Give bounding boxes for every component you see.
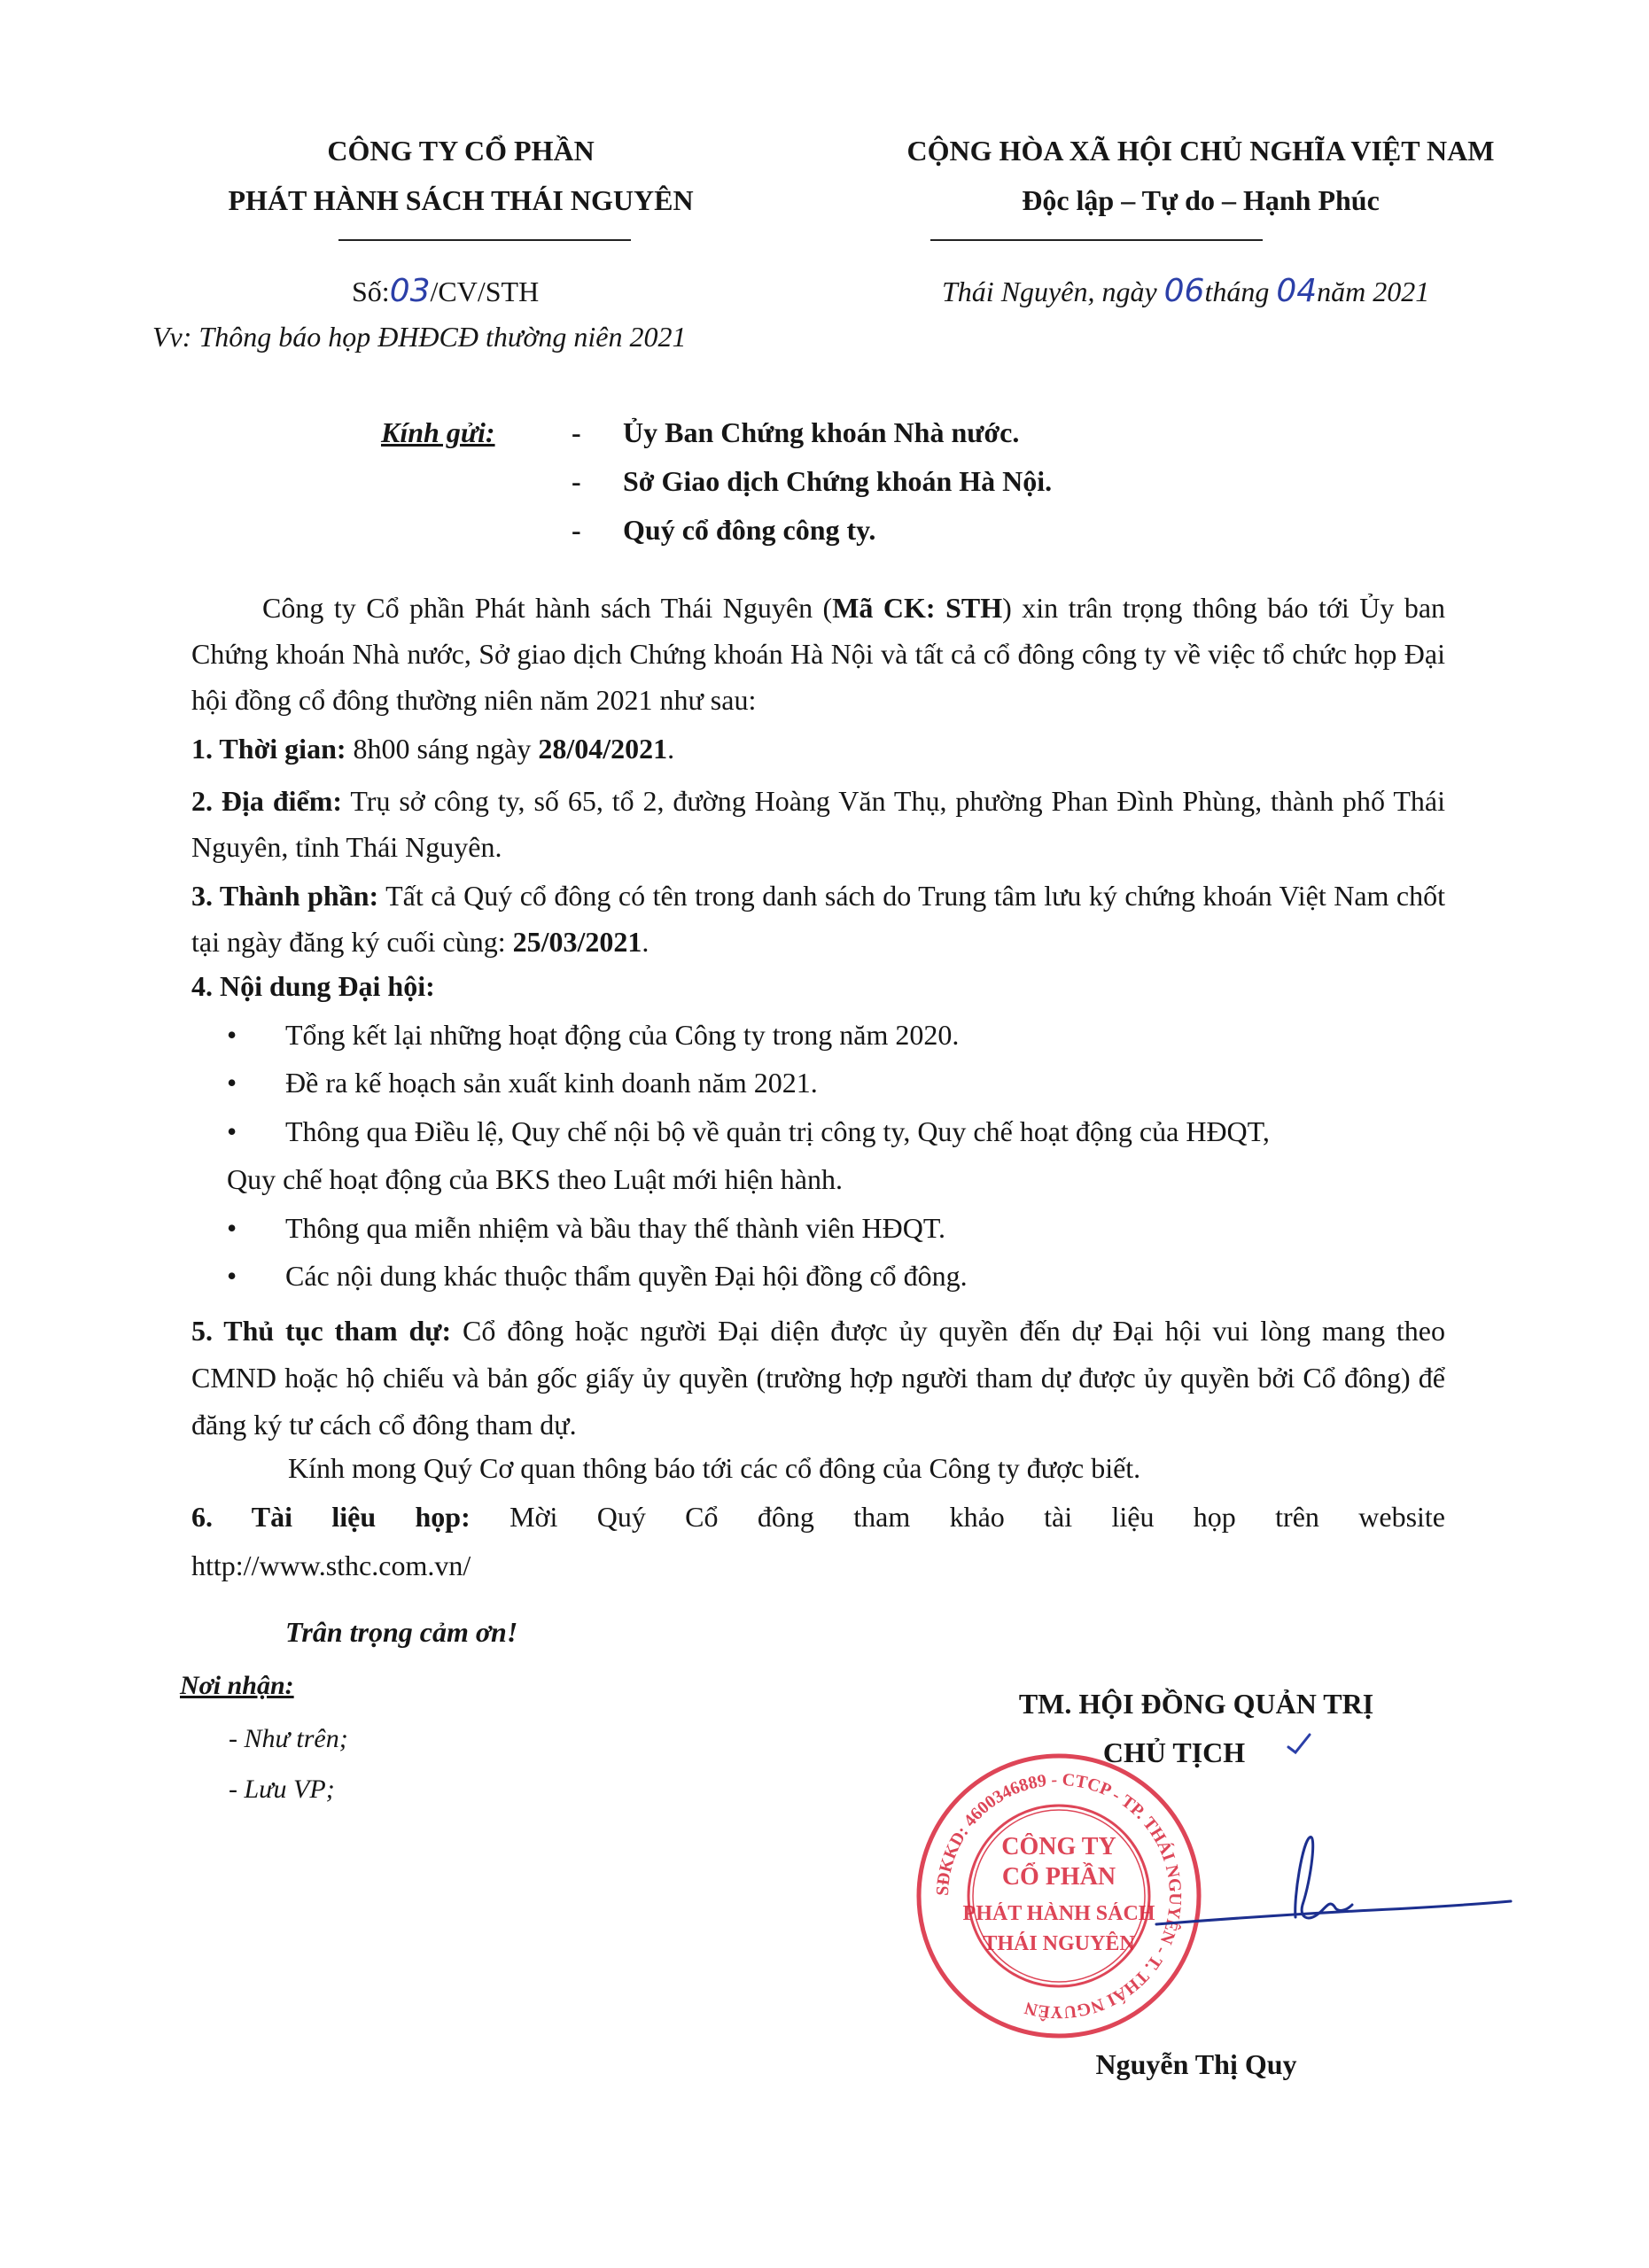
received-label: Nơi nhận: <box>180 1671 294 1700</box>
request-text: Kính mong Quý Cơ quan thông báo tới các cổ đông của Công ty được biết. <box>288 1452 1141 1484</box>
recipients-label: Kính gửi: <box>381 416 495 448</box>
seal-line: PHÁT HÀNH SÁCH <box>962 1902 1155 1925</box>
issue-date <box>942 271 1429 313</box>
document-number <box>352 271 539 313</box>
agenda-item: • Các nội dung khác thuộc thẩm quyền Đại hội đồng cổ đông. <box>227 1260 968 1292</box>
agenda-item: • Tổng kết lại những hoạt động của Công ty trong năm 2020. <box>227 1019 960 1051</box>
company-underline <box>338 239 631 241</box>
issue-date-month-label: tháng <box>1204 276 1277 307</box>
stock-code: Mã CK: STH <box>832 592 1003 624</box>
section-procedure: 5. Thủ tục tham dự: Cổ đông hoặc người Đại diện được ủy quyền đến dự Đại hội vui lòng mang theo CMND hoặc hộ chiếu và bản gốc giấy ủy quyền (trường hợp người tham dự được ủy quyền bởi Cổ đông) để đăng ký tư cách cổ đông tham dự. <box>191 1315 1446 1441</box>
agenda-item: • Thông qua miễn nhiệm và bầu thay thế thành viên HĐQT. <box>227 1212 945 1244</box>
recipient-item: - Ủy Ban Chứng khoán Nhà nước. <box>572 416 1020 448</box>
seal-ring-text: SĐKKD: 4600346889 - CTCP - TP. THÁI NGUYÊN - T. THÁI NGUYÊN <box>932 1769 1186 2023</box>
recipient-text: Quý cổ đông công ty. <box>623 514 876 546</box>
issue-date-month: 04 <box>1276 273 1318 309</box>
motto-underline <box>930 239 1263 241</box>
national-title: CỘNG HÒA XÃ HỘI CHỦ NGHĨA VIỆT NAM <box>906 135 1495 167</box>
signer-name: Nguyễn Thị Quy <box>1095 2048 1297 2080</box>
received-item: - Lưu VP; <box>229 1775 335 1804</box>
recipient-text: Ủy Ban Chứng khoán Nhà nước. <box>623 416 1020 448</box>
section-documents-label: 6. Tài liệu họp: <box>191 1501 471 1533</box>
section-venue-label: 2. Địa điểm: <box>191 785 343 817</box>
national-motto: Độc lập – Tự do – Hạnh Phúc <box>1022 184 1380 216</box>
document-number-prefix: Số: <box>352 276 390 307</box>
checkmark-icon <box>1283 1728 1315 1759</box>
received-item: - Như trên; <box>229 1724 348 1753</box>
agenda-item: • Thông qua Điều lệ, Quy chế nội bộ về quản trị công ty, Quy chế hoạt động của HĐQT, <box>227 1115 1270 1147</box>
handwritten-signature <box>1152 1825 1524 1940</box>
intro-paragraph: Công ty Cổ phần Phát hành sách Thái Nguyên (Mã CK: STH) xin trân trọng thông báo tới Ủy ban Chứng khoán Nhà nước, Sở giao dịch Chứng khoán Hà Nội và tất cả cổ đông công ty về việc tổ chức họp Đại hội đồng cổ đông thường niên năm 2021 như sau: <box>191 592 1446 716</box>
issue-date-place: Thái Nguyên, ngày <box>942 276 1164 307</box>
issue-date-year: năm 2021 <box>1317 276 1430 307</box>
company-name-line2: PHÁT HÀNH SÁCH THÁI NGUYÊN <box>228 184 694 216</box>
issue-date-day: 06 <box>1163 273 1205 309</box>
recipient-item: - Sở Giao dịch Chứng khoán Hà Nội. <box>572 465 1053 497</box>
document-number-handwritten: 03 <box>389 273 431 309</box>
section-documents: 6. Tài liệu họp: Mời Quý Cổ đông tham khảo tài liệu họp trên website <box>191 1501 1446 1533</box>
document-subject: Vv: Thông báo họp ĐHĐCĐ thường niên 2021 <box>152 321 687 353</box>
section-time: 1. Thời gian: 8h00 sáng ngày 28/04/2021. <box>191 733 675 765</box>
meeting-date: 28/04/2021 <box>538 733 668 765</box>
section-participants-label: 3. Thành phần: <box>191 880 379 912</box>
closing-thanks: Trân trọng cảm ơn! <box>285 1616 518 1648</box>
seal-line: THÁI NGUYÊN <box>983 1932 1135 1955</box>
section-participants: 3. Thành phần: Tất cả Quý cổ đông có tên trong danh sách do Trung tâm lưu ký chứng khoán Việt Nam chốt tại ngày đăng ký cuối cùng: 25/03/2021. <box>191 880 1446 958</box>
agenda-item: • Đề ra kế hoạch sản xuất kinh doanh năm 2021. <box>227 1067 818 1099</box>
seal-line: CỔ PHẦN <box>1001 1863 1116 1891</box>
section-venue: 2. Địa điểm: Trụ sở công ty, số 65, tổ 2, đường Hoàng Văn Thụ, phường Phan Đình Phùng, thành phố Thái Nguyên, tỉnh Thái Nguyên. <box>191 785 1446 863</box>
record-date: 25/03/2021 <box>512 926 642 958</box>
recipient-text: Sở Giao dịch Chứng khoán Hà Nội. <box>623 465 1053 497</box>
signatory-title: CHỦ TỊCH <box>1102 1736 1246 1768</box>
website-link[interactable]: http://www.sthc.com.vn/ <box>191 1550 471 1581</box>
section-agenda-label: 4. Nội dung Đại hội: <box>191 970 435 1002</box>
company-name-line1: CÔNG TY CỔ PHẦN <box>327 135 595 167</box>
agenda-item-continuation: Quy chế hoạt động của BKS theo Luật mới hiện hành. <box>227 1163 843 1195</box>
section-procedure-label: 5. Thủ tục tham dự: <box>191 1315 452 1347</box>
section-time-label: 1. Thời gian: <box>191 733 346 765</box>
signatory-organization: TM. HỘI ĐỒNG QUẢN TRỊ <box>1018 1688 1374 1720</box>
document-number-suffix: /CV/STH <box>430 276 540 307</box>
seal-line: CÔNG TY <box>1001 1833 1116 1860</box>
recipient-item: - Quý cổ đông công ty. <box>572 514 876 546</box>
